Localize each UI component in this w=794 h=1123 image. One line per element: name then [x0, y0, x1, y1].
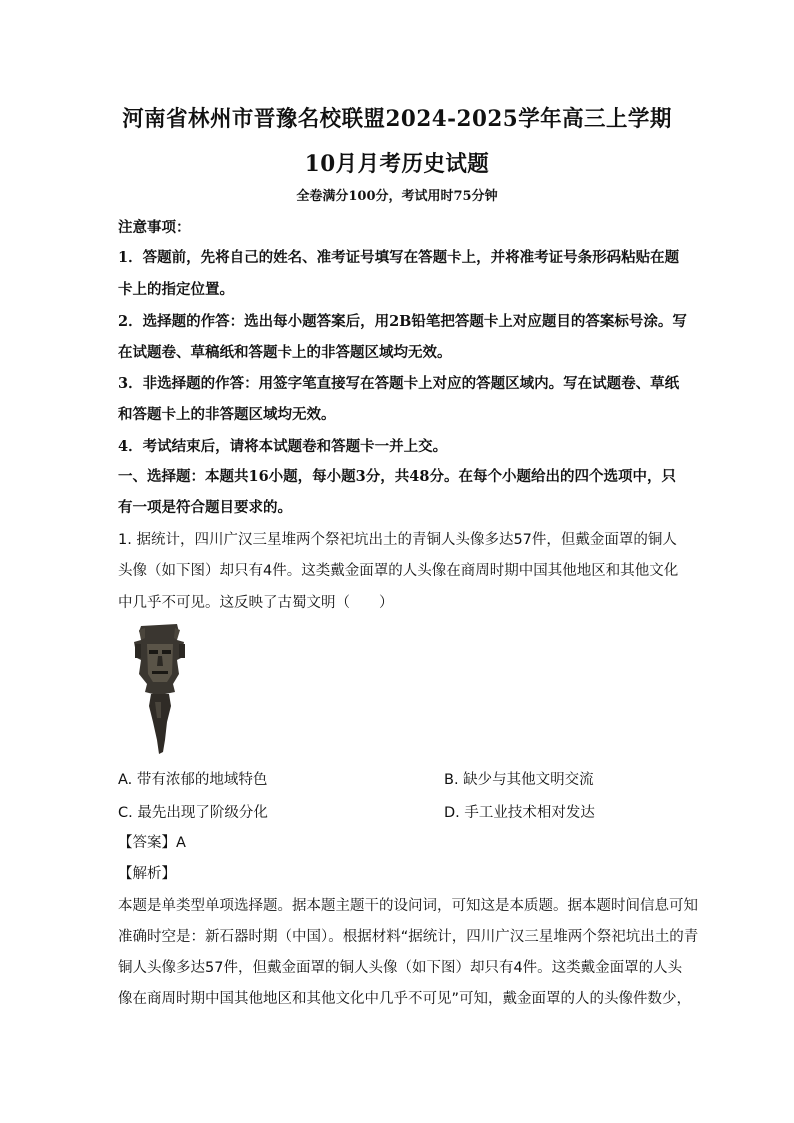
option-b: B. 缺少与其他文明交流: [444, 772, 594, 788]
analysis-line-1: 本题是单类型单项选择题。据本题主题干的设问词，可知这是本质题。据本题时间信息可知: [118, 898, 698, 914]
question-1-line-2: 头像（如下图）却只有4件。这类戴金面罩的人头像在商周时期中国其他地区和其他文化: [118, 563, 679, 579]
analysis-line-3: 铜人头像多达57件，但戴金面罩的铜人头像（如下图）却只有4件。这类戴金面罩的人头: [118, 960, 683, 976]
document-title-line-1: 河南省林州市晋豫名校联盟2024-2025学年高三上学期: [122, 106, 672, 132]
notice-item-3-line-2: 和答题卡上的非答题区域均无效。: [118, 406, 336, 423]
notice-heading: 注意事项：: [118, 219, 191, 236]
notice-item-3-line-1: 3．非选择题的作答：用签字笔直接写在答题卡上对应的答题区域内。写在试题卷、草纸: [118, 375, 680, 392]
question-1-line-3: 中几乎不可见。这反映了古蜀文明（ ）: [118, 595, 394, 611]
bronze-head-gold-mask-image: [117, 622, 202, 757]
option-c: C. 最先出现了阶级分化: [118, 805, 268, 821]
option-d: D. 手工业技术相对发达: [444, 805, 595, 821]
option-a: A. 带有浓郁的地域特色: [118, 772, 268, 788]
section-heading-line-2: 有一项是符合题目要求的。: [118, 499, 292, 516]
question-1-line-1: 1. 据统计，四川广汉三星堆两个祭祀坑出土的青铜人头像多达57件，但戴金面罩的铜人: [118, 532, 677, 548]
notice-item-4: 4．考试结束后，请将本试题卷和答题卡一并上交。: [118, 438, 448, 455]
notice-item-2-line-1: 2．选择题的作答：选出每小题答案后，用2B铅笔把答题卡上对应题目的答案标号涂。写: [118, 313, 687, 330]
analysis-line-4: 像在商周时期中国其他地区和其他文化中几乎不可见”可知，戴金面罩的人的头像件数少，: [118, 991, 692, 1007]
notice-item-1-line-2: 卡上的指定位置。: [118, 281, 234, 298]
analysis-line-2: 准确时空是：新石器时期（中国）。根据材料“据统计，四川广汉三星堆两个祭祀坑出土的青: [118, 929, 699, 945]
section-heading-line-1: 一、选择题：本题共16小题，每小题3分，共48分。在每个小题给出的四个选项中，只: [118, 468, 676, 485]
notice-item-1-line-1: 1．答题前，先将自己的姓名、准考证号填写在答题卡上，并将准考证号条形码粘贴在题: [118, 249, 680, 266]
document-title-line-2: 10月月考历史试题: [304, 151, 490, 177]
answer-label: 【答案】A: [118, 835, 186, 851]
notice-item-2-line-2: 在试题卷、草稿纸和答题卡上的非答题区域均无效。: [118, 344, 452, 361]
analysis-heading: 【解析】: [118, 866, 176, 882]
exam-info: 全卷满分100分，考试用时75分钟: [296, 189, 498, 204]
